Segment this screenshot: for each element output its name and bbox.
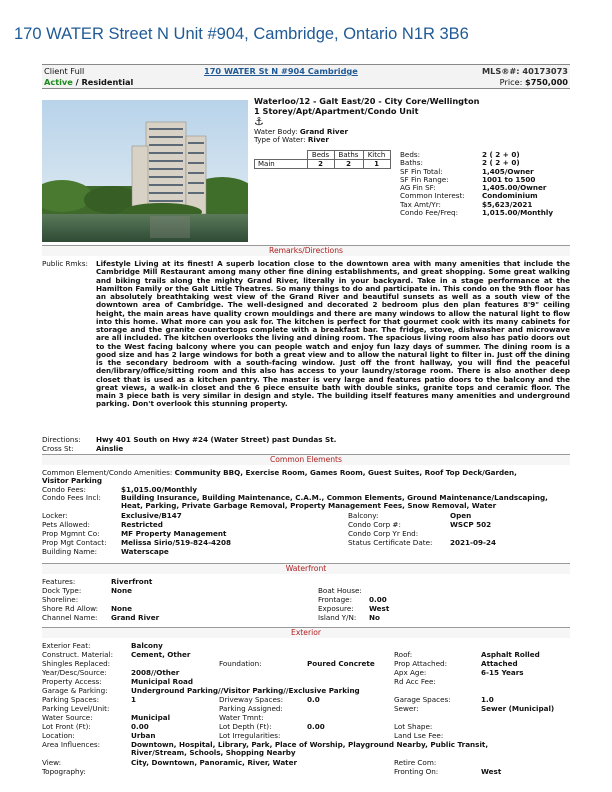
balcony-label: Balcony: — [348, 511, 379, 520]
client-full-label: Client Full — [44, 66, 85, 76]
fact-row: Condo Fee/Freq: 1,015.00/Monthly — [400, 208, 554, 218]
section-remarks: Remarks/Directions — [42, 245, 570, 256]
water-source-label: Water Source: — [42, 713, 93, 722]
location-label: Location: — [42, 731, 75, 740]
area-influences-1: Downtown, Hospital, Library, Park, Place of Worship, Playground Nearby, Public Transit, — [131, 740, 489, 749]
fact-row: Beds: 2 ( 2 + 0) — [400, 150, 520, 159]
condo-corp: WSCP 502 — [450, 520, 492, 529]
channel: Grand River — [111, 613, 160, 622]
dock-type: None — [111, 586, 132, 595]
fact-row: SF Fin Total: 1,405/Owner — [400, 166, 534, 176]
year: 2008//Other — [131, 668, 180, 677]
water-body-value: Grand River — [299, 127, 349, 137]
directions-label: Directions: — [42, 435, 81, 444]
cross-street-label: Cross St: — [42, 444, 74, 453]
mls-number: MLS®#: 40173073 — [481, 66, 568, 76]
lot-depth-label: Lot Depth (Ft): — [219, 722, 272, 731]
exposure: West — [369, 604, 390, 613]
parking-spaces: 1 — [131, 695, 137, 704]
cross-street: Ainslie — [96, 444, 124, 453]
price-line — [500, 78, 568, 86]
lot-depth: 0.00 — [307, 722, 325, 731]
rooms-row-label: Main — [255, 160, 308, 169]
property-photo[interactable] — [42, 100, 248, 242]
building-name-label: Building Name: — [42, 547, 98, 556]
prop-mgmt-label: Prop Mgmnt Co: — [42, 529, 100, 538]
rooms-header-baths: Baths — [334, 151, 363, 160]
water-type-row: Type of Water: River — [254, 135, 329, 145]
driveway-spaces-label: Driveway Spaces: — [219, 695, 284, 704]
channel-label: Channel Name: — [42, 613, 98, 622]
lot-irreg-label: Lot Irregularities: — [219, 731, 281, 740]
prop-mgmt: MF Property Management — [121, 529, 227, 538]
price-value: $750,000 — [525, 77, 568, 87]
attached: Attached — [481, 659, 518, 668]
amenities-value: Community BBQ, Exercise Room, Games Room, Guest Suites, Roof Top Deck/Garden, — [174, 468, 517, 477]
parking-assigned-label: Parking Assigned: — [219, 704, 283, 713]
locker-label: Locker: — [42, 511, 68, 520]
ext-feat: Balcony — [131, 641, 163, 650]
garage-spaces: 1.0 — [481, 695, 494, 704]
amenities-row: Common Element/Condo Amenities: Community BBQ, Exercise Room, Games Room, Guest Suites, Roof Top Deck/Garden, — [42, 468, 517, 477]
wf-features: Riverfront — [111, 577, 153, 586]
fact-row: SF Fin Range: 1001 to 1500 — [400, 174, 536, 184]
public-remarks: Lifestyle Living at its finest! A superb location close to the downtown area with many amenities that include the Cambridge Mill Restaurant among many other fine dining establishments, and great shopping. Some great walking and biking trails along the mighty Grand River, literally in your backyard. Take in a stage performance at the Hamilton Family or the Galt Little Theatres. So many things to do and participate in. This condo on the 9th floor has an absolutely breathtaking west view of the Grand River and beautiful sunsets as well as a south view of the downtown area of Cambridge. The well-designed and decorated 2 bedroom plus den plan features 8'9" ceiling height, the main areas have quality crown mouldings and there are many windows to allow the natural light to flow into this home. What more can you ask for. The kitchen is perfect for that gourmet cook with its many cabinets for storage and the granite countertops complete with a breakfast bar. The fridge, stove, dishwasher and microwave are all included. The kitchen overlooks the living and dining room. The spacious living room also has patio doors out to the West facing balcony where you can people watch and enjoy fun lazy days of summer. The dining room is a good size and has 2 large windows for both a great view and to allow the natural light to filter in. Just off the dining is the secondary bedroom with a south-facing window. Just off the front hallway, you will find the peaceful den/library/office/sitting room and this also has access to your laundry/storage room. There is also another deep closet that is used as a kitchen pantry. The master is very large and features patio doors to the balcony and the great views, a walk-in closet and the 6 piece ensuite bath with double sinks, granite tops and ceramic floor. The main 3 piece bath is very similar in design and style. The building itself features many amenities and underground parking. Don't overlook this stunning property. — [96, 259, 570, 409]
lot-front-label: Lot Front (Ft): — [42, 722, 91, 731]
roof-label: Roof: — [394, 650, 413, 659]
page-title: 170 WATER Street N Unit #904, Cambridge, Ontario N1R 3B6 — [14, 25, 469, 43]
pets-label: Pets Allowed: — [42, 520, 90, 529]
listing-summary — [254, 97, 574, 145]
material: Cement, Other — [131, 650, 191, 659]
condo-fees: $1,015.00/Monthly — [121, 485, 198, 494]
parking-level-label: Parking Level/Unit: — [42, 704, 110, 713]
age-label: Apx Age: — [394, 668, 427, 677]
listing-header-bar — [42, 64, 570, 89]
view: City, Downtown, Panoramic, River, Water — [131, 758, 298, 767]
address-link[interactable]: 170 WATER St N #904 Cambridge — [204, 66, 358, 76]
sewer-label: Sewer: — [394, 704, 419, 713]
fees-incl-label: Condo Fees Incl: — [42, 493, 101, 502]
area-influences-label: Area Influences: — [42, 740, 101, 749]
area-influences-2: River/Stream, Schools, Shopping Nearby — [131, 748, 296, 757]
facts-list — [400, 151, 570, 217]
access-label: Property Access: — [42, 677, 102, 686]
rooms-baths: 2 — [334, 160, 363, 169]
dock-type-label: Dock Type: — [42, 586, 82, 595]
public-remarks-label: Public Rmks: — [42, 259, 88, 268]
topography-label: Topography: — [42, 767, 86, 776]
section-common-elements: Common Elements — [42, 454, 570, 465]
rooms-table — [254, 150, 391, 169]
status-active: Active — [44, 77, 73, 87]
island: No — [369, 613, 380, 622]
fact-row: Baths: 2 ( 2 + 0) — [400, 158, 520, 168]
status-cert-label: Status Certificate Date: — [348, 538, 433, 547]
location: Urban — [131, 731, 156, 740]
rooms-beds: 2 — [307, 160, 334, 169]
condo-corp-label: Condo Corp #: — [348, 520, 401, 529]
property-class: / Residential — [72, 77, 134, 87]
garage-label: Garage & Parking: — [42, 686, 108, 695]
material-label: Construct. Material: — [42, 650, 114, 659]
condo-fees-label: Condo Fees: — [42, 485, 86, 494]
frontage-label: Frontage: — [318, 595, 352, 604]
water-tmnt-label: Water Tmnt: — [219, 713, 264, 722]
attached-label: Prop Attached: — [394, 659, 447, 668]
prop-mgt-contact: Melissa Sirio/519-824-4208 — [121, 538, 232, 547]
frontage: 0.00 — [369, 595, 387, 604]
shingles-label: Shingles Replaced: — [42, 659, 111, 668]
view-label: View: — [42, 758, 62, 767]
area-district: Waterloo/12 - Galt East/20 - City Core/Wellington — [254, 96, 480, 106]
fronting-on-label: Fronting On: — [394, 767, 439, 776]
sewer: Sewer (Municipal) — [481, 704, 555, 713]
island-label: Island Y/N: — [318, 613, 357, 622]
price-label: Price: — [499, 77, 523, 87]
rooms-header-kitch: Kitch — [363, 151, 390, 160]
property-photo-illustration — [42, 100, 248, 242]
pets: Restricted — [121, 520, 163, 529]
land-lease-label: Land Lse Fee: — [394, 731, 444, 740]
rooms-kitch: 1 — [363, 160, 390, 169]
age: 6-15 Years — [481, 668, 524, 677]
foundation: Poured Concrete — [307, 659, 375, 668]
wf-features-label: Features: — [42, 577, 76, 586]
fees-incl-1: Building Insurance, Building Maintenance, C.A.M., Common Elements, Ground Maintenance/Landscaping, — [121, 493, 548, 502]
fees-incl-2: Heat, Parking, Private Garbage Removal, Property Management Fees, Snow Removal, Water — [121, 501, 497, 510]
retire-com-label: Retire Com: — [394, 758, 437, 767]
roof: Asphalt Rolled — [481, 650, 540, 659]
garage: Underground Parking//Visitor Parking//Exclusive Parking — [131, 686, 360, 695]
balcony: Open — [450, 511, 472, 520]
water-source: Municipal — [131, 713, 171, 722]
shore-rd-label: Shore Rd Allow: — [42, 604, 99, 613]
building-name: Waterscape — [121, 547, 169, 556]
fact-row: Common Interest: Condominium — [400, 191, 538, 201]
boat-house-label: Boat House: — [318, 586, 362, 595]
access: Municipal Road — [131, 677, 194, 686]
lot-shape-label: Lot Shape: — [394, 722, 433, 731]
fact-row: AG Fin SF: 1,405.00/Owner — [400, 183, 547, 193]
water-body-row: Water Body: Grand River — [254, 127, 349, 137]
corp-yr-end-label: Condo Corp Yr End: — [348, 529, 419, 538]
water-type-value: River — [307, 135, 329, 145]
shoreline-label: Shoreline: — [42, 595, 79, 604]
fronting-on: West — [481, 767, 502, 776]
section-exterior: Exterior — [42, 627, 570, 638]
property-style: 1 Storey/Apt/Apartment/Condo Unit — [254, 105, 419, 116]
prop-mgt-contact-label: Prop Mgt Contact: — [42, 538, 107, 547]
parking-spaces-label: Parking Spaces: — [42, 695, 100, 704]
shore-rd: None — [111, 604, 132, 613]
rooms-header-beds: Beds — [307, 151, 334, 160]
status-cert: 2021-09-24 — [450, 538, 496, 547]
amenities-value-2: Visitor Parking — [42, 476, 103, 485]
exposure-label: Exposure: — [318, 604, 354, 613]
foundation-label: Foundation: — [219, 659, 262, 668]
driveway-spaces: 0.0 — [307, 695, 320, 704]
garage-spaces-label: Garage Spaces: — [394, 695, 451, 704]
status-line — [44, 78, 133, 86]
section-waterfront: Waterfront — [42, 563, 570, 574]
fact-row: Tax Amt/Yr: $5,623/2021 — [400, 199, 533, 209]
rd-acc-label: Rd Acc Fee: — [394, 677, 436, 686]
year-label: Year/Desc/Source: — [42, 668, 107, 677]
locker: Exclusive/B147 — [121, 511, 182, 520]
ext-feat-label: Exterior Feat: — [42, 641, 91, 650]
waterfront-anchor-icon: ⚓ — [254, 115, 264, 129]
directions: Hwy 401 South on Hwy #24 (Water Street) past Dundas St. — [96, 435, 337, 444]
lot-front: 0.00 — [131, 722, 149, 731]
